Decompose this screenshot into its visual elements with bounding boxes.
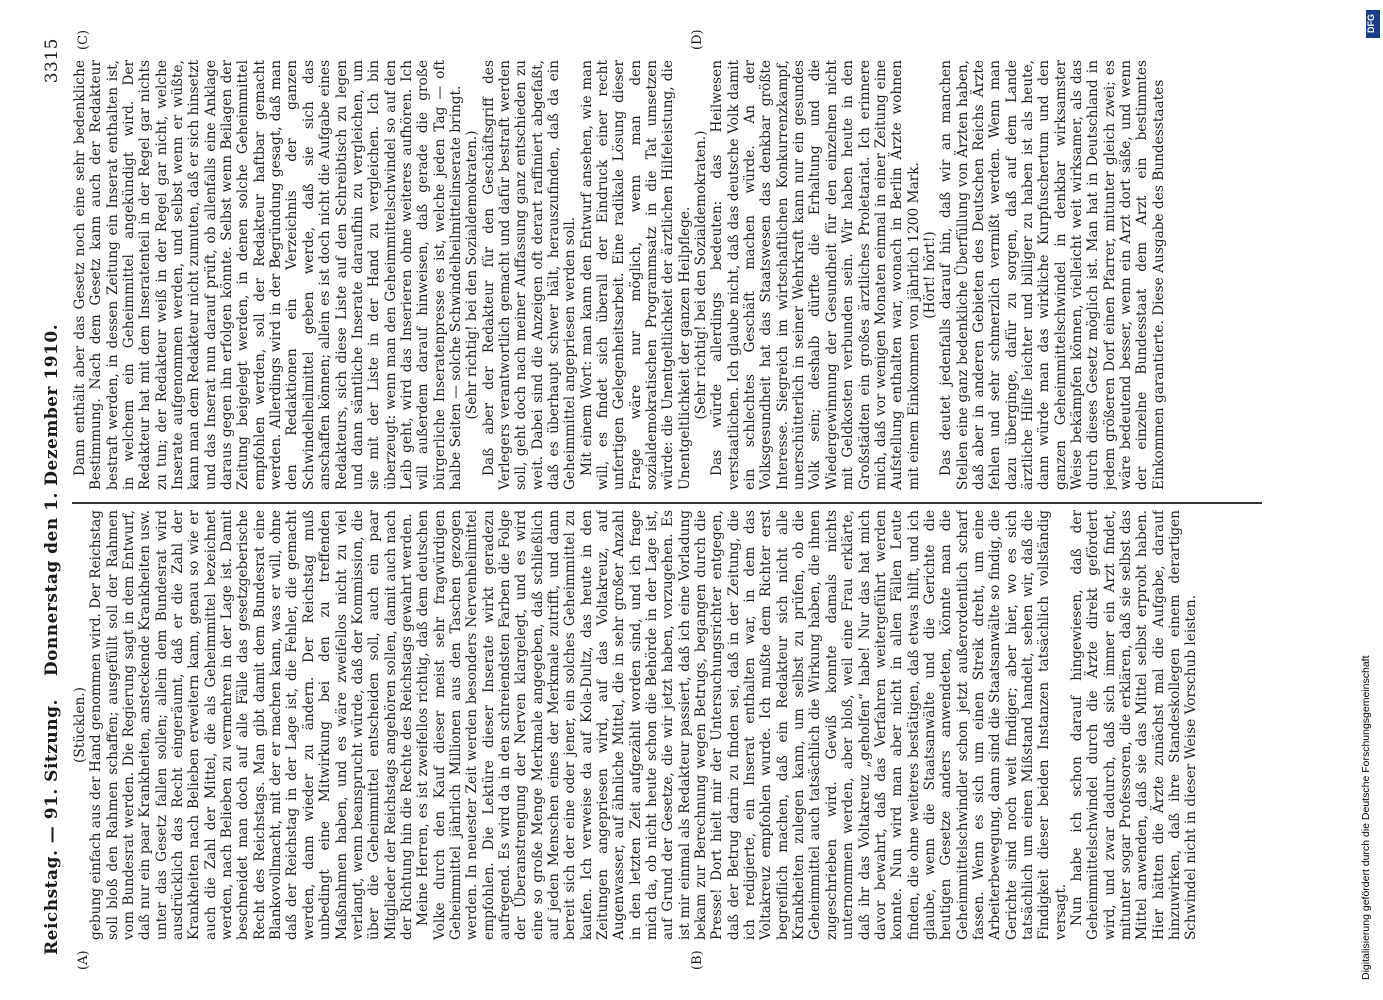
margin-mark-b: (B) [690,950,705,970]
text-column-right [72,60,1262,490]
text-column-left [72,510,1262,940]
interjection: (Sehr richtig! bei den Sozialdemokraten.) [693,130,710,420]
page-header [42,0,72,1000]
paragraph: gebung einfach aus der Hand genommen wird. Der Reichstag soll bloß den Rahmen schaffen; ausgefüllt soll der Rahmen vom Bundesrat werden. Die Regierung sagt in dem Entwurf, daß nur ein paar Krankheiten, ansteckende Krankheiten usw. unter das Gesetz fallen sollen; allein dem Bundesrat wird ausdrücklich das Recht eingeräumt, daß er die Zahl der Krankheiten nach Belieben erweitern kann, genau so wie er auch die Zahl der Mittel, die als Geheimmittel bezeichnet werden, nach Belieben zu vermehren in der Lage ist. Damit beschneidet man doch auf alle Fälle das gesetzgeberische Recht des Reichstags. Man gibt damit dem Bundesrat eine Blankovollmacht, mit der er machen kann, was er will, ohne daß der Reichstag in der Lage ist, die Fehler, die gemacht werden, dann wieder zu ändern. Der Reichstag muß unbedingt eine Mitwirkung bei den zu treffenden Maßnahmen haben, und es wäre zweifellos nicht zu viel verlangt, wenn beansprucht würde, daß der Kommission, die über die Geheimmittel entscheiden soll, auch ein paar Mitglieder der Reichstags angehören sollen, damit auch nach der Richtung hin die Rechte des Reichstags gewahrt werden. [88,510,415,940]
paragraph: Daß aber der Redakteur für den Geschäftsgriff des Verlegers verantwortlich gemacht und dafür bestraft werden soll, geht doch nach meiner Auffassung ganz entschieden zu weit. Dabei sind die Anzeigen oft derart raffiniert abgefaßt, daß es überhaupt schwer hält, herauszufinden, daß da ein Geheimmittel angepriesen werden soll. [480,60,579,490]
paragraph: Das würde allerdings bedeuten: das Heilwesen verstaatlichen. Ich glaube nicht, daß das deutsche Volk damit ein schlechtes Geschäft machen würde. An der Volksgesundheit hat das Staatswesen das denkbar größte Interesse. Siegreich im wirtschaftlichen Konkurrenzkampf, unerschütterlich in seiner Wehrkraft kann nur ein gesundes Volk sein; deshalb dürfte die Erhaltung und die Wiedergewinnung der Gesundheit für den einzelnen nicht mit Geldkosten verbunden sein. Wir haben heute in den Großstädten ein großes ärztliches Proletariat. Ich erinnere mich, daß vor wenigen Monaten einmal in einer Zeitung eine Aufstellung enthalten war, wonach in Berlin Ärzte wohnen mit einem Einkommen von jährlich 1200 Mark. [709,60,922,490]
dfg-logo: DFG [1366,10,1380,38]
paragraph: Meine Herren, es ist zweifellos richtig, daß dem deutschen Volke durch den Kauf dieser meist sehr fragwürdigen Geheimmittel jährlich Millionen aus den Taschen gezogen werden. In neuester Zeit werden besonders Nervenheilmittel empfohlen. Die Lektüre dieser Inserate wirkt geradezu aufregend. Es wird da in den schreiendsten Farben die Folge der Überanstrengung der Nerven klargelegt, und es wird eine so große Menge Merkmale angegeben, daß schließlich auf jeden Menschen eines der Merkmale zutrifft, und dann bereit sich der eine oder jener, ein solches Geheimmittel zu kaufen. Ich verweise da auf Kola-Dultz, das heute in den Zeitungen angepriesen wird, auf das Voltakreuz, auf Augenwasser, auf ähnliche Mittel, die in sehr großer Anzahl in den letzten Zeit aufgezählt worden sind, und ich frage mich da, ob nicht heute schon die Behörde in der Lage ist, auf Grund der Gesetze, die wir jetzt haben, vorzugehen. Es ist mir einmal als Redakteur passiert, daß ich eine Vorladung bekam zur Berechnung wegen Betrugs, begangen durch die Presse! Dort hielt mir der Untersuchungsrichter entgegen, daß der Betrug darin zu finden sei, daß in der Zeitung, die ich redigierte, ein Inserat enthalten war, in dem das Voltakreuz empfohlen wurde. Ich mußte dem Richter erst begreiflich machen, daß ein Redakteur sich nicht alle Krankheiten zulegen kann, um selbst zu prüfen, ob die Geheimmittel auch tatsächlich die Wirkung haben, die ihnen zugeschrieben wird. Gewiß konnte damals nichts unternommen werden, aber bloß, weil eine Frau erklärte, daß ihr das Voltakreuz „geholfen“ habe! Nur das hat mich davor bewahrt, daß das Verfahren weitergeführt werden konnte. Nun wird man aber nicht in allen Fällen Leute finden, die ohne weiteres bestätigen, daß etwas hilft, und ich glaube, wenn die Staatsanwälte und die Gerichte die heutigen Gesetze anders anwendeten, könnte man die Geheimmittelschwindler schon jetzt außerordentlich scharf fassen. Wenn es sich um einen Streik dreht, um eine Arbeiterbewegung, dann sind die Staatsanwälte so findig, die Gerichte sind noch weit findiger; aber hier, wo es sich tatsächlich um einen Mißstand handelt, sehen wir, daß die Findigkeit dieser beiden Instanzen tatsächlich vollständig versagt. [415,510,1069,940]
paragraph: Dann enthält aber das Gesetz noch eine sehr bedenkliche Bestimmung. Nach dem Gesetz kann auch der Redakteur bestraft werden, in dessen Zeitung ein Inserat enthalten ist, in welchem ein Geheimmittel angekündigt wird. Der Redakteur hat mit dem Inseratenteil in der Regel gar nichts zu tun; der Redakteur weiß in der Regel gar nicht, welche Inserate aufgenommen werden, und selbst wenn er wüßte, kann man dem Redakteur nicht zumuten, daß er sich hinsetzt und das Inserat nun darauf prüft, ob allenfalls eine Anklage daraus gegen ihn erfolgen könnte. Selbst wenn Beilagen der Zeitung beigelegt werden, in denen solche Geheimmittel empfohlen werden, soll der Redakteur haftbar gemacht werden. Allerdings wird in der Begründung gesagt, daß man den Redaktionen ein Verzeichnis der ganzen Schwindelheilmittel geben werde, daß sie sich das anschaffen können; allein es ist doch nicht die Aufgabe eines Redakteurs, sich diese Liste auf den Schreibtisch zu legen und dann sämtliche Inserate daraufhin zu vergleichen, um sie mit der Liste in der Hand zu vergleichen. Ich bin überzeugt: wenn man den Geheimmittelschwindel so auf den Leib geht, wird das Inserieren ohne weiteres aufhören. Ich will außerdem darauf hinweisen, daß gerade die große bürgerliche Inseratenpresse es ist, welche jeden Tag — oft halbe Seiten — solche Schwindelheilmittelinserate bringt. [72,60,464,490]
digitization-credit: Digitalisierung gefördert durch die Deutsche Forschungsgemeinschaft [1360,655,1372,980]
margin-mark-c: (C) [76,29,91,50]
header-left: Reichstag. — 91. Sitzung. [42,699,62,955]
paragraph: Mit einem Wort: man kann den Entwurf ansehen, wie man will, es findet sich überall der Eindruck einer recht unfertigen Gelegenheitsarbeit. Eine radikale Lösung dieser Frage wäre nur möglich, wenn man den sozialdemokratischen Programmsatz in die Tat umsetzen würde: die Unentgeltlichkeit der ärztlichen Hilfeleistung, die Unentgeltlichkeit der ganzen Heilpflege. [578,60,693,490]
column-divider [72,503,1262,505]
margin-mark-a: (A) [76,950,91,970]
page-number: 3315 [42,38,62,84]
paragraph: Das deutet jedenfalls darauf hin, daß wir an manchen Stellen eine ganz bedenkliche Überfüllung von Ärzten haben, daß aber in anderen Gebieten des Deutschen Reichs Ärzte fehlen und sehr schmerzlich vermißt werden. Wenn man dazu überginge, dafür zu sorgen, daß auf dem Lande ärztliche Hilfe leichter und billiger zu haben ist als heute, dann würde man das wirkliche Kurpfuschertum und den ganzen Geheimmittelschwindel in denkbar wirksamster Weise bekämpfen können, vielleicht weit wirksamer, als das durch dieses Gesetz möglich ist. Man hat in Deutschland in jedem größeren Dorf einen Pfarrer, mitunter gleich zwei; es wäre bedeutend besser, wenn ein Arzt dort säße, und wenn der einzelne Bundesstaat dem Arzt ein bestimmtes Einkommen garantierte. Diese Ausgabe des Bundesstaates [938,60,1167,490]
header-date: Donnerstag den 1. Dezember 1910. [42,323,62,677]
interjection: (Sehr richtig! bei den Sozialdemokraten.) [464,130,481,420]
paragraph: Nun habe ich schon darauf hingewiesen, daß der Geheimmittelschwindel durch die Ärzte direkt gefördert wird, und zwar dadurch, daß sich immer ein Arzt findet, mitunter sogar Professoren, die erklären, daß sie selbst das Mittel anwenden, daß sie das Mittel selbst erprobt haben. Hier hätten die Ärzte zunächst mal die Aufgabe, darauf hinzuwirken, daß ihre Standeskollegen einem derartigen Schwindel nicht in dieser Weise Vorschub leisten. [1068,510,1200,940]
margin-mark-d: (D) [690,29,705,50]
speaker-name: (Stücklen.) [72,687,88,763]
interjection: (Hört! hört!) [921,231,938,319]
